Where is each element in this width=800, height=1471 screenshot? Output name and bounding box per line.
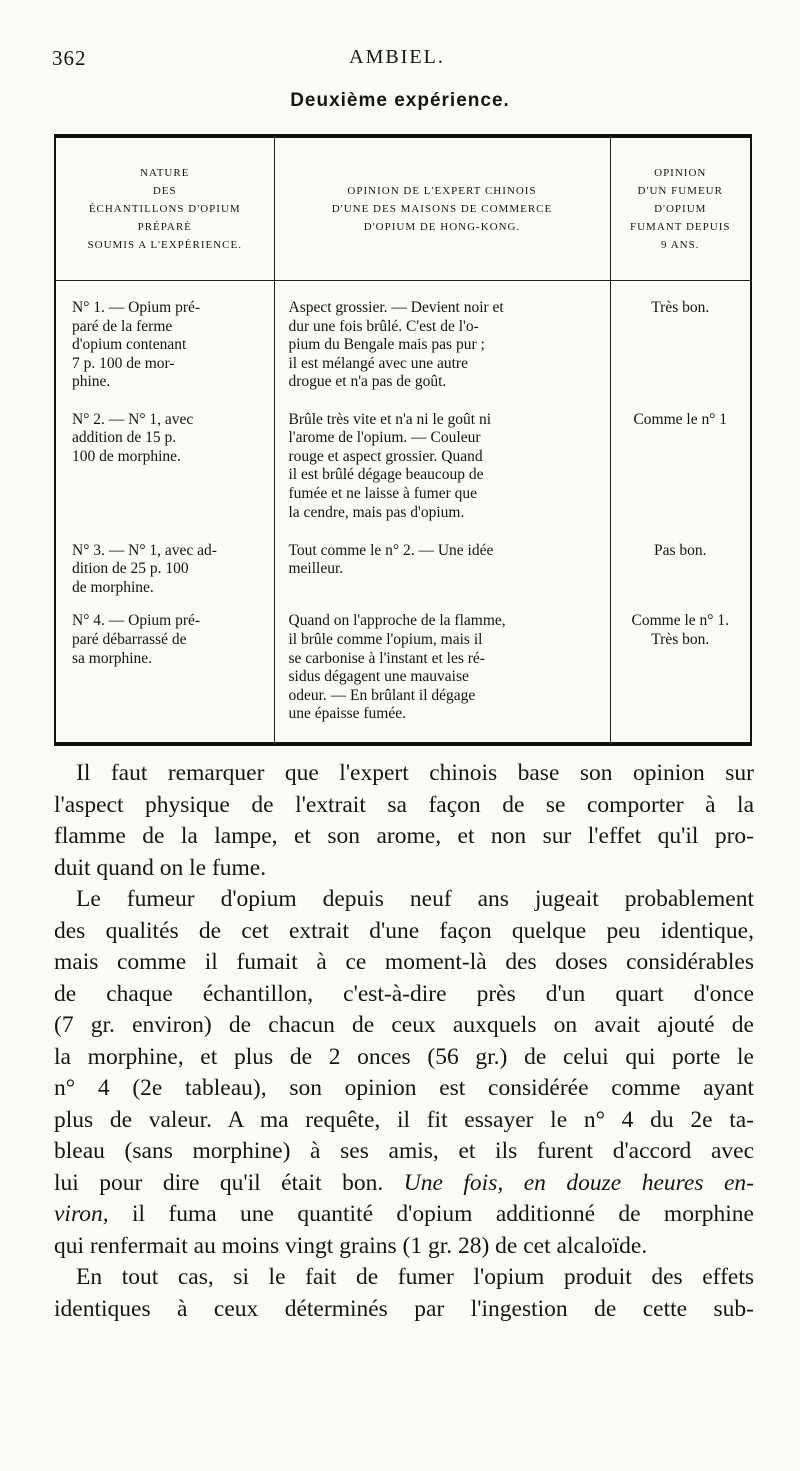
text-line: l'aspect physique de l'extrait sa façon de se comporter à la [54,791,754,818]
cell-line: odeur. — En brûlant il dégage [288,686,476,704]
cell-line: Quand on l'approche de la flamme, [288,612,506,630]
cell-line: une épaisse fumée. [288,705,406,723]
cell-line: N° 1. — Opium pré- [72,299,201,316]
text-line: qui renfermait au moins vingt grains (1 gr. 28) de cet alcaloïde. [54,1232,648,1259]
text-line: En tout cas, si le fait de fumer l'opium produit des effets [76,1264,754,1290]
italic-run: Une fois, en douze heures en- [403,1169,754,1196]
cell-line: N° 2. — N° 1, avec [72,410,194,428]
cell-line: 9 ANS. [661,239,700,251]
text-line: bleau (sans morphine) à ses amis, et ils furent d'accord avec [54,1138,754,1164]
cell-line: paré débarrassé de [72,630,187,648]
table-row [56,401,750,532]
cell-smoker [610,532,750,603]
cell-smoker [610,401,750,532]
table-row [56,602,750,742]
table-row [56,281,750,401]
cell-line: l'arome de l'opium. — Couleur [288,429,481,447]
cell-smoker [610,281,750,401]
cell-sample [56,281,274,401]
cell-line: d'opium contenant [72,336,187,354]
cell-line: addition de 15 p. [72,429,177,447]
cell-line: FUMANT DEPUIS [629,221,731,233]
cell-line: DES [152,185,177,197]
cell-line: dur une fois brûlé. C'est de l'o- [288,317,479,335]
cell-line: OPINION DE L'EXPERT CHINOIS [347,185,537,197]
cell-line: 100 de morphine. [72,447,181,465]
cell-line: il est brûlé dégage beaucoup de [288,466,484,484]
text-line: mais comme il fumait à ce moment-là des doses considérables [54,949,754,975]
header-expert-opinion [274,138,610,281]
cell-line: D'OPIUM [654,203,707,215]
header-sample-nature [56,138,274,281]
running-title: AMBIEL. [349,46,445,68]
text-line: Il faut remarquer que l'expert chinois base son opinion sur [76,760,754,786]
text-line: (7 gr. environ) de chacun de ceux auxquels on avait ajouté de [54,1012,754,1038]
cell-expert [274,532,610,603]
text-line: duit quand on le fume. [54,854,267,881]
text-line: identiques à ceux déterminés par l'ingestion de cette sub- [54,1295,754,1322]
text-line: flamme de la lampe, et son arome, et non sur l'effet qu'il pro- [54,823,754,849]
text-line: Le fumeur d'opium depuis neuf ans jugeait probablement [76,886,754,912]
results-table-grid [56,138,750,742]
cell-smoker [610,602,750,742]
cell-line: sa morphine. [72,649,153,667]
cell-line: sidus dégagent une mauvaise [288,668,469,686]
text-line: la morphine, et plus de 2 onces (56 gr.) de celui qui porte le [54,1043,754,1070]
paragraph-3 [54,1262,754,1325]
page-number: 362 [52,46,87,70]
text-run: lui pour dire qu'il était bon. [54,1169,404,1196]
cell-expert [274,401,610,532]
cell-line: NATURE [140,167,190,179]
cell-line: OPINION [654,167,707,179]
cell-line: Comme le n° 1. [631,612,729,630]
cell-line: fumée et ne laisse à fumer que [288,484,477,502]
cell-line: de morphine. [72,578,154,596]
cell-line: 7 p. 100 de mor- [72,354,175,372]
running-head [52,46,742,72]
text-line: plus de valeur. A ma requête, il fit essayer le n° 4 du 2e ta- [54,1106,754,1133]
cell-line: se carbonise à l'instant et les ré- [288,649,485,667]
body-text [54,758,754,1325]
cell-sample [56,401,274,532]
text-run: il fuma une quantité d'opium additionné de morphine [108,1201,754,1227]
text-line: des qualités de cet extrait d'une façon quelque peu identique, [54,917,754,944]
cell-line: D'UN FUMEUR [637,185,723,197]
cell-sample [56,602,274,742]
cell-line: Aspect grossier. — Devient noir et [288,299,504,316]
cell-line: N° 3. — N° 1, avec ad- [72,541,217,559]
cell-line: dition de 25 p. 100 [72,560,189,578]
cell-line: Très bon. [651,299,710,316]
cell-line: il brûle comme l'opium, mais il [288,630,483,648]
cell-line: Comme le n° 1 [633,410,728,428]
paragraph-2 [54,884,754,1262]
cell-line: paré de la ferme [72,317,173,335]
text-line: n° 4 (2e tableau), son opinion est considérée comme ayant [54,1075,754,1101]
cell-line: rouge et aspect grossier. Quand [288,447,483,465]
text-line: de chaque échantillon, c'est-à-dire près d'un quart d'once [54,980,754,1007]
cell-line: SOUMIS A L'EXPÉRIENCE. [87,239,242,251]
table-row [56,532,750,603]
cell-line: phine. [72,373,111,391]
cell-line: Brûle très vite et n'a ni le goût ni [288,410,492,428]
cell-line: N° 4. — Opium pré- [72,612,201,630]
cell-line: ÉCHANTILLONS D'OPIUM [88,203,241,215]
cell-line: PRÉPARÉ [137,221,192,233]
cell-line: D'UNE DES MAISONS DE COMMERCE [331,203,553,215]
cell-line: drogue et n'a pas de goût. [288,373,447,391]
cell-line: la cendre, mais pas d'opium. [288,503,465,521]
header-smoker-opinion [610,138,750,281]
cell-line: il est mélangé avec une autre [288,354,468,372]
cell-line: Tout comme le n° 2. — Une idée [288,541,494,559]
cell-sample [56,532,274,603]
cell-expert [274,281,610,401]
cell-line: pium du Bengale mais pas pur ; [288,336,485,354]
experiment-title: Deuxième expérience. [290,90,510,111]
text-line [54,1199,754,1231]
paragraph-1 [54,758,754,884]
italic-run: viron, [54,1201,109,1227]
cell-line: Très bon. [651,630,710,648]
table-header-row [56,138,750,281]
results-table [54,134,752,746]
text-line [54,1168,754,1200]
cell-line: meilleur. [288,560,344,578]
cell-expert [274,602,610,742]
cell-line: Pas bon. [653,541,707,559]
cell-line: D'OPIUM DE HONG-KONG. [363,221,521,233]
